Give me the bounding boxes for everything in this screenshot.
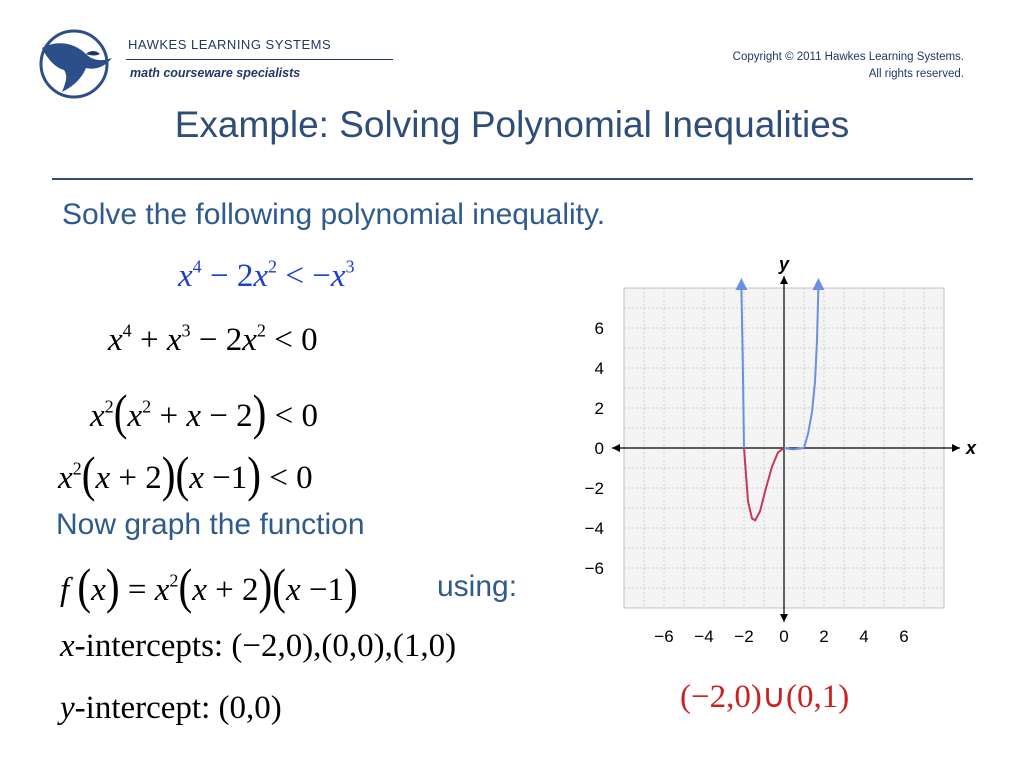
y-axis-label: y — [779, 254, 790, 274]
curve-arrowhead — [735, 278, 747, 290]
inequality-step-3: $x^2(x + 2)(x -1) < 0$ — [58, 446, 313, 502]
y-axis-arrow-up — [780, 276, 788, 284]
y-intercept-label: -intercept: — [74, 690, 211, 726]
x-axis-arrow-right — [952, 444, 960, 452]
hawk-logo — [34, 28, 118, 100]
rights-line: All rights reserved. — [868, 68, 964, 80]
y-tick-label: 4 — [594, 359, 604, 378]
y-axis-arrow-down — [780, 614, 788, 622]
x-tick-label: −4 — [694, 627, 714, 646]
y-intercept-value: (0,0) — [218, 690, 282, 726]
y-tick-label: −2 — [584, 479, 604, 498]
inequality-original: $x^4 - 2x^2 < -x^3$ — [178, 256, 355, 294]
y-tick-label: −6 — [584, 559, 604, 578]
x-tick-label: 6 — [899, 627, 909, 646]
brand-tagline: math courseware specialists — [130, 66, 301, 80]
title-divider — [52, 178, 973, 180]
function-graph — [560, 250, 990, 660]
x-intercepts-values: (−2,0),(0,0),(1,0) — [231, 628, 457, 664]
graph-prompt-text: Now graph the function — [56, 508, 365, 541]
inequality-step-1: $x^4 + x^3 - 2x^2 < 0$ — [108, 320, 318, 358]
copyright-line: Copyright © 2011 Hawkes Learning Systems. — [732, 51, 964, 63]
y-tick-label: 6 — [594, 319, 604, 338]
inequality-step-2: $x^2(x^2 + x - 2) < 0$ — [90, 384, 318, 440]
curve-arrowhead — [812, 278, 824, 290]
x-tick-label: 0 — [779, 627, 789, 646]
x-tick-label: −2 — [734, 627, 754, 646]
solution-answer: (−2,0)∪(0,1) — [680, 679, 850, 715]
brand-name: HAWKES LEARNING SYSTEMS — [128, 37, 332, 52]
copyright-notice — [733, 49, 964, 83]
x-intercepts-line: x-intercepts: (−2,0),(0,0),(1,0) — [60, 628, 457, 664]
y-intercept-line: y-intercept: (0,0) — [60, 690, 282, 726]
x-axis-arrow-left — [612, 444, 620, 452]
instruction-text: Solve the following polynomial inequality. — [62, 198, 606, 231]
slide-title: Example: Solving Polynomial Inequalities — [174, 104, 850, 145]
x-axis-label: x — [966, 438, 977, 458]
y-tick-label: −4 — [584, 519, 604, 538]
function-definition: f $(x) = x^2(x + 2)(x -1)$ — [60, 558, 358, 614]
brand-divider — [126, 59, 393, 60]
x-tick-label: 2 — [819, 627, 829, 646]
y-tick-label: 0 — [594, 439, 604, 458]
y-tick-label: 2 — [594, 399, 604, 418]
x-intercepts-label: -intercepts: — [74, 628, 224, 664]
x-tick-label: 4 — [859, 627, 869, 646]
x-tick-label: −6 — [654, 627, 674, 646]
using-label: using: — [437, 570, 518, 603]
